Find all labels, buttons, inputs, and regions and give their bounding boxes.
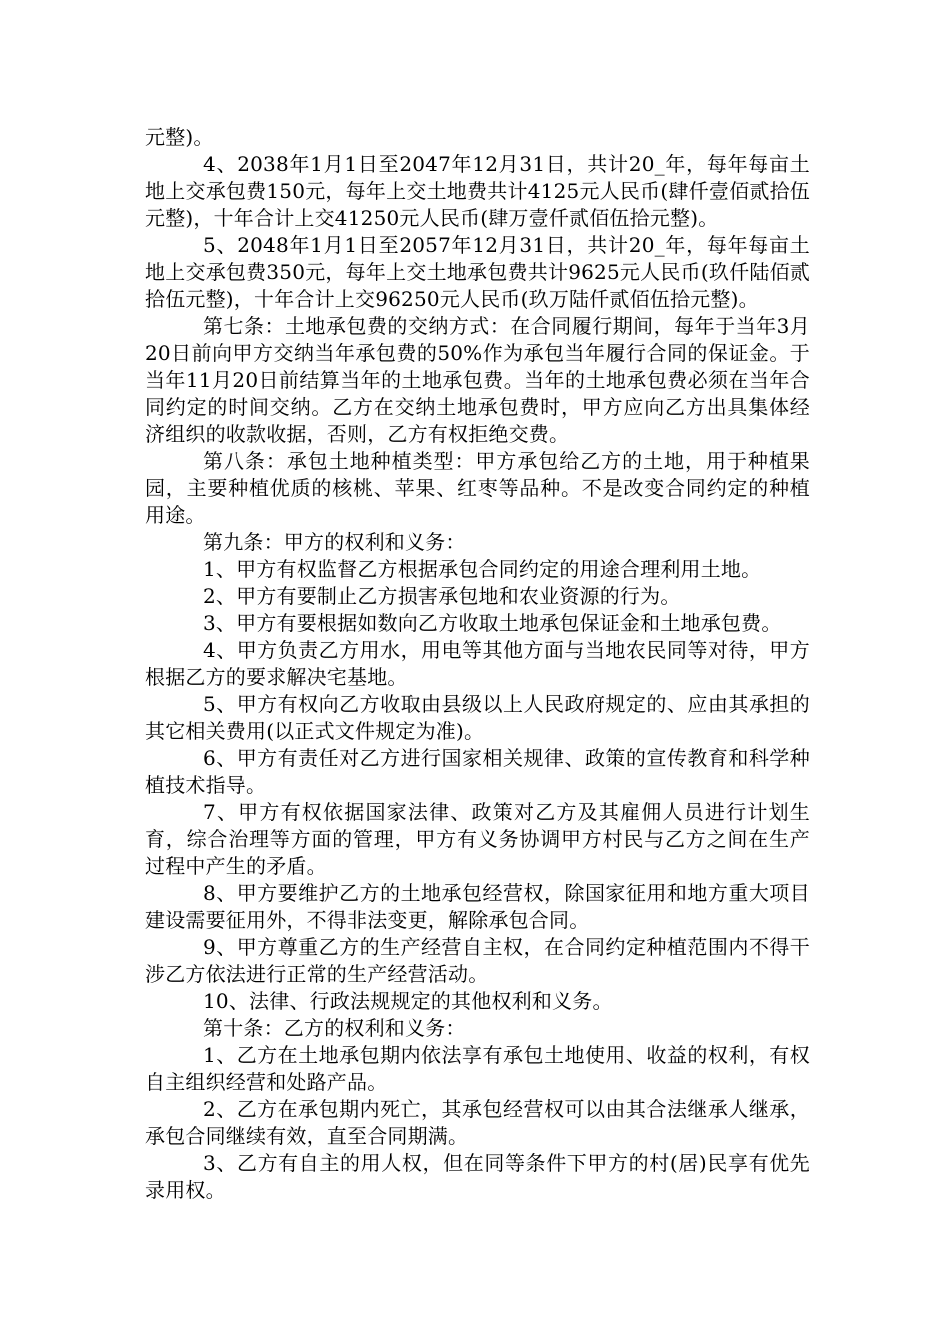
- document-page: [145, 124, 810, 1204]
- article-9-item-8: 8、甲方要维护乙方的土地承包经营权，除国家征用和地方重大项目建设需要征用外，不得非法变更，解除承包合同。: [145, 881, 810, 932]
- article-9-item-9: 9、甲方尊重乙方的生产经营自主权，在合同约定种植范围内不得干涉乙方依法进行正常的生产经营活动。: [145, 935, 810, 986]
- paragraph-article-8: 第八条：承包土地种植类型：甲方承包给乙方的土地，用于种植果园，主要种植优质的核桃、苹果、红枣等品种。不是改变合同约定的种植用途。: [145, 449, 810, 527]
- paragraph-fee-period-5: 5、2048年1月1日至2057年12月31日，共计20_年，每年每亩土地上交承包费350元，每年上交土地承包费共计9625元人民币(玖仟陆佰贰拾伍元整)，十年合计上交96250元人民币(玖万陆仟贰佰伍拾元整)。: [145, 233, 810, 311]
- paragraph-fee-period-4: 4、2038年1月1日至2047年12月31日，共计20_年，每年每亩土地上交承包费150元，每年上交土地费共计4125元人民币(肆仟壹佰贰拾伍元整)，十年合计上交41250元人民币(肆万壹仟贰佰伍拾元整)。: [145, 152, 810, 230]
- article-10-item-2: 2、乙方在承包期内死亡，其承包经营权可以由其合法继承人继承，承包合同继续有效，直至合同期满。: [145, 1097, 810, 1148]
- heading-article-10: 第十条：乙方的权利和义务：: [203, 1016, 466, 1040]
- article-9-item-4: 4、甲方负责乙方用水，用电等其他方面与当地农民同等对待，甲方根据乙方的要求解决宅基地。: [145, 638, 810, 689]
- article-9-item-1: 1、甲方有权监督乙方根据承包合同约定的用途合理利用土地。: [203, 557, 762, 581]
- article-9-item-7: 7、甲方有权依据国家法律、政策对乙方及其雇佣人员进行计划生育，综合治理等方面的管理，甲方有义务协调甲方村民与乙方之间在生产过程中产生的矛盾。: [145, 800, 810, 878]
- paragraph-article-7: 第七条：土地承包费的交纳方式：在合同履行期间，每年于当年3月20日前向甲方交纳当年承包费的50%作为承包当年履行合同的保证金。于当年11月20日前结算当年的土地承包费。当年的土地承包费必须在当年合同约定的时间交纳。乙方在交纳土地承包费时，甲方应向乙方出具集体经济组织的收款收据，否则，乙方有权拒绝交费。: [145, 314, 810, 446]
- article-10-item-1: 1、乙方在土地承包期内依法享有承包土地使用、收益的权利，有权自主组织经营和处路产品。: [145, 1043, 810, 1094]
- article-9-item-5: 5、甲方有权向乙方收取由县级以上人民政府规定的、应由其承担的其它相关费用(以正式文件规定为准)。: [145, 692, 810, 743]
- article-10-item-3: 3、乙方有自主的用人权，但在同等条件下甲方的村(居)民享有优先录用权。: [145, 1151, 810, 1202]
- paragraph-continuation: 元整)。: [145, 125, 214, 149]
- heading-article-9: 第九条：甲方的权利和义务：: [203, 530, 466, 554]
- article-9-item-3: 3、甲方有要根据如数向乙方收取土地承包保证金和土地承包费。: [203, 611, 782, 635]
- article-9-item-2: 2、甲方有要制止乙方损害承包地和农业资源的行为。: [203, 584, 681, 608]
- article-9-item-6: 6、甲方有责任对乙方进行国家相关规律、政策的宣传教育和科学种植技术指导。: [145, 746, 810, 797]
- article-9-item-10: 10、法律、行政法规规定的其他权利和义务。: [203, 989, 613, 1013]
